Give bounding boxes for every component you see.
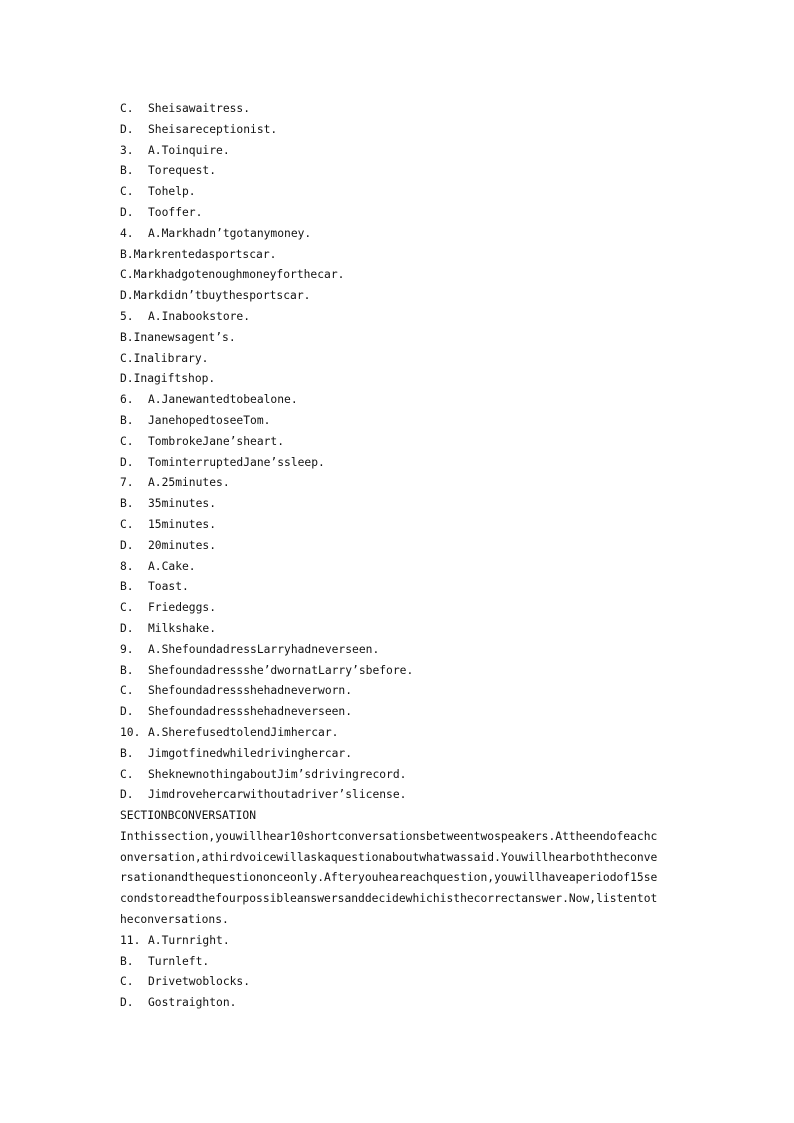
- option-line: [120, 661, 720, 682]
- option-line: [120, 515, 720, 536]
- option-text: Milkshake.: [148, 621, 217, 635]
- option-line: [120, 245, 720, 266]
- option-text: C.Inalibrary.: [120, 351, 209, 365]
- option-label: B.: [120, 580, 134, 594]
- option-label: D.: [120, 538, 134, 552]
- option-line: [120, 432, 720, 453]
- option-text: A.Toinquire.: [148, 143, 230, 157]
- option-line: [120, 182, 720, 203]
- option-label: B.: [120, 954, 134, 968]
- option-label: B.: [120, 746, 134, 760]
- option-line: [120, 744, 720, 765]
- option-line: [120, 972, 720, 993]
- option-text: 20minutes.: [148, 538, 217, 552]
- option-text: Shefoundadressshe’dwornatLarry’sbefore.: [148, 663, 414, 677]
- option-text: 15minutes.: [148, 517, 217, 531]
- option-line: [120, 411, 720, 432]
- option-text: Tohelp.: [148, 185, 196, 199]
- option-label: D.: [120, 705, 134, 719]
- option-label: D.: [120, 996, 134, 1010]
- instruction-line: condstoreadthefourpossibleanswersanddecidewhichisthecorrectanswer.Now,listentot: [120, 892, 658, 906]
- option-line: [120, 349, 720, 370]
- option-text: Jimgotfinedwhiledrivinghercar.: [148, 746, 353, 760]
- option-text: Sheisawaitress.: [148, 102, 251, 115]
- option-line: [120, 286, 720, 307]
- option-label: D.: [120, 205, 134, 219]
- option-text: A.ShefoundadressLarryhadneverseen.: [148, 642, 380, 656]
- option-label: B.: [120, 663, 134, 677]
- option-label: C.: [120, 975, 134, 989]
- question-line: [120, 557, 720, 578]
- option-line: [120, 328, 720, 349]
- option-line: [120, 369, 720, 390]
- option-text: Sheisareceptionist.: [148, 122, 278, 136]
- option-text: A.25minutes.: [148, 476, 230, 490]
- document-page: [120, 99, 720, 1014]
- option-line: [120, 577, 720, 598]
- option-label: C.: [120, 434, 134, 448]
- option-line: [120, 203, 720, 224]
- option-label: C.: [120, 102, 134, 115]
- option-line: [120, 494, 720, 515]
- question-number: 4.: [120, 226, 134, 240]
- option-text: Shefoundadressshehadneverseen.: [148, 705, 353, 719]
- option-line: [120, 993, 720, 1014]
- option-text: B.Markrentedasportscar.: [120, 247, 277, 261]
- option-line: [120, 702, 720, 723]
- option-text: D.Markdidn’tbuythesportscar.: [120, 289, 311, 303]
- question-line: [120, 224, 720, 245]
- option-line: [120, 536, 720, 557]
- option-line: [120, 785, 720, 806]
- option-label: B.: [120, 497, 134, 511]
- option-text: Shefoundadressshehadneverworn.: [148, 684, 353, 698]
- option-line: [120, 161, 720, 182]
- question-line: [120, 141, 720, 162]
- option-label: D.: [120, 122, 134, 136]
- option-text: A.Markhadn’tgotanymoney.: [148, 226, 312, 240]
- option-label: B.: [120, 413, 134, 427]
- option-text: A.Inabookstore.: [148, 309, 251, 323]
- option-text: C.Markhadgotenoughmoneyforthecar.: [120, 268, 345, 282]
- option-text: TombrokeJane’sheart.: [148, 434, 285, 448]
- question-line: [120, 473, 720, 494]
- option-text: D.Inagiftshop.: [120, 372, 216, 386]
- option-line: [120, 453, 720, 474]
- option-text: SheknewnothingaboutJim’sdrivingrecord.: [148, 767, 407, 781]
- option-text: JanehopedtoseeTom.: [148, 413, 271, 427]
- option-text: Turnleft.: [148, 954, 210, 968]
- option-label: C.: [120, 684, 134, 698]
- question-number: 9.: [120, 642, 134, 656]
- instruction-line: onversation,athirdvoicewillaskaquestionaboutwhatwassaid.Youwillhearboththeconve: [120, 850, 658, 864]
- option-label: B.: [120, 164, 134, 178]
- option-text: Tooffer.: [148, 205, 203, 219]
- option-label: D.: [120, 788, 134, 802]
- option-text: A.Janewantedtobealone.: [148, 393, 298, 407]
- option-line: [120, 619, 720, 640]
- option-label: C.: [120, 517, 134, 531]
- option-line: [120, 598, 720, 619]
- question-line: [120, 723, 720, 744]
- option-label: D.: [120, 455, 134, 469]
- question-number: 10.: [120, 725, 141, 739]
- section-heading: SECTIONBCONVERSATION: [120, 809, 257, 823]
- option-text: Toast.: [148, 580, 189, 594]
- option-line: [120, 99, 720, 120]
- question-line: [120, 931, 720, 952]
- instruction-line: rsationandthequestiononceonly.Afteryouheareachquestion,youwillhaveaperiodof15se: [120, 871, 658, 885]
- option-text: Friedeggs.: [148, 601, 217, 615]
- question-number: 5.: [120, 309, 134, 323]
- option-text: Gostraighton.: [148, 996, 237, 1010]
- question-line: [120, 390, 720, 411]
- option-label: D.: [120, 621, 134, 635]
- option-text: A.SherefusedtolendJimhercar.: [148, 725, 339, 739]
- question-number: 7.: [120, 476, 134, 490]
- option-text: TominterruptedJane’ssleep.: [148, 455, 325, 469]
- question-number: 11.: [120, 933, 141, 947]
- option-text: B.Inanewsagent’s.: [120, 330, 236, 344]
- option-line: [120, 765, 720, 786]
- instruction-line: heconversations.: [120, 913, 229, 927]
- option-text: A.Turnright.: [148, 933, 230, 947]
- option-text: A.Cake.: [148, 559, 196, 573]
- option-label: C.: [120, 185, 134, 199]
- option-label: C.: [120, 601, 134, 615]
- instruction-line: Inthissection,youwillhear10shortconversationsbetweentwospeakers.Attheendofeachc: [120, 829, 658, 843]
- option-line: [120, 681, 720, 702]
- question-number: 6.: [120, 393, 134, 407]
- option-line: [120, 120, 720, 141]
- option-label: C.: [120, 767, 134, 781]
- question-line: [120, 307, 720, 328]
- question-number: 3.: [120, 143, 134, 157]
- option-text: Drivetwoblocks.: [148, 975, 251, 989]
- question-number: 8.: [120, 559, 134, 573]
- option-text: Jimdrovehercarwithoutadriver’slicense.: [148, 788, 407, 802]
- option-line: [120, 952, 720, 973]
- option-text: Torequest.: [148, 164, 217, 178]
- option-line: [120, 265, 720, 286]
- option-text: 35minutes.: [148, 497, 217, 511]
- question-line: [120, 640, 720, 661]
